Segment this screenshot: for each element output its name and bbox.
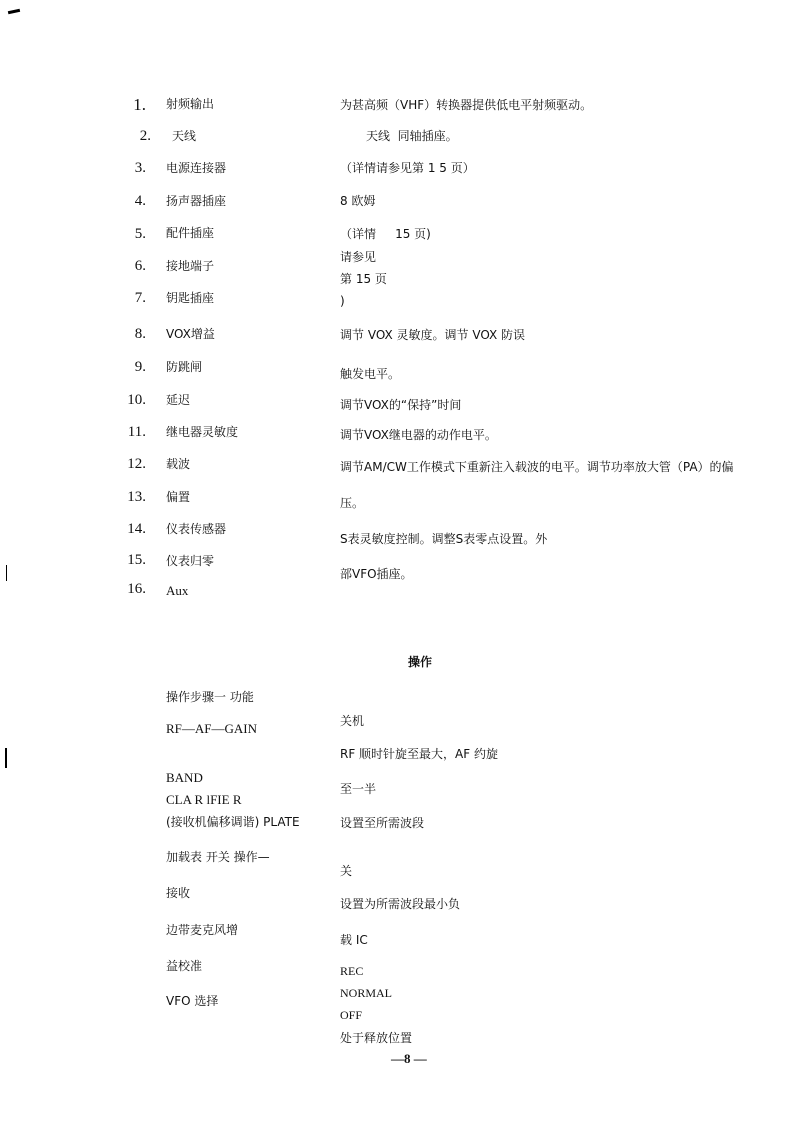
description-line: 天线 同轴插座。 — [366, 129, 458, 143]
item-number: 9. — [134, 359, 146, 375]
operation-left-line: 加载表 开关 操作— — [166, 850, 270, 864]
item-label: 继电器灵敏度 — [166, 425, 239, 439]
operation-right-line: REC — [340, 964, 364, 978]
operation-right-line: 设置为所需波段最小负 — [340, 897, 461, 911]
item-label: VOX增益 — [166, 327, 215, 341]
item-number: 8. — [134, 326, 146, 342]
operation-right-line: 处于释放位置 — [340, 1031, 413, 1045]
item-label: 防跳闸 — [166, 360, 203, 374]
description-line: ) — [340, 294, 345, 308]
description-line: 为甚高频（VHF）转换器提供低电平射频驱动。 — [340, 98, 593, 112]
item-label: 天线 — [172, 129, 197, 143]
item-label: 接地端子 — [166, 259, 215, 273]
item-number: 10. — [127, 392, 146, 408]
description-line: 请参见 — [340, 250, 377, 264]
operation-left-line: VFO 选择 — [166, 994, 219, 1008]
item-label: 载波 — [166, 457, 191, 471]
item-number: 13. — [127, 489, 146, 505]
operation-left-line: 益校准 — [166, 959, 203, 973]
item-label: Aux — [166, 583, 189, 598]
item-number: 11. — [127, 424, 146, 440]
operation-right-line: 载 IC — [340, 933, 368, 947]
section-heading: 操作 — [408, 655, 433, 669]
description-line: 压。 — [340, 496, 365, 510]
operation-right-line: 关 — [340, 864, 353, 878]
description-line: S表灵敏度控制。调整S表零点设置。外 — [340, 532, 548, 546]
item-number: 15. — [127, 552, 146, 568]
item-number: 4. — [134, 193, 146, 209]
description-line: 调节VOX的“保持”时间 — [340, 398, 462, 412]
operation-left-line: 边带麦克风增 — [166, 923, 239, 937]
item-label: 仪表归零 — [166, 554, 215, 568]
operation-left-line: (接收机偏移调谐) PLATE — [166, 815, 300, 829]
item-number: 14. — [127, 521, 146, 537]
description-line: 8 欧姆 — [340, 194, 376, 208]
description-line: 调节 VOX 灵敏度。调节 VOX 防误 — [340, 328, 526, 342]
item-number: 5. — [134, 226, 146, 242]
operation-left-line: BAND — [166, 770, 203, 785]
description-line: （详情 15 页) — [340, 227, 431, 241]
operation-right-line: NORMAL — [340, 986, 393, 1000]
description-line: 触发电平。 — [340, 367, 401, 381]
scan-mark-left-1 — [6, 565, 7, 581]
operation-right-line: 设置至所需波段 — [340, 816, 425, 830]
item-number: 6. — [134, 258, 146, 274]
item-label: 钥匙插座 — [166, 291, 215, 305]
operation-left-line: 接收 — [166, 886, 191, 900]
item-label: 射频输出 — [166, 97, 215, 111]
item-label: 偏置 — [166, 490, 191, 504]
operation-left-line: 操作步骤一 功能 — [166, 690, 254, 704]
scan-mark-left-2 — [5, 748, 7, 768]
operation-right-line: 关机 — [340, 714, 365, 728]
item-number: 2. — [139, 128, 151, 144]
description-line: （详情请参见第 1 5 页） — [340, 161, 475, 175]
item-number: 7. — [134, 290, 146, 306]
operation-right-line: 至一半 — [340, 782, 377, 796]
item-number: 1. — [133, 95, 146, 114]
item-label: 电源连接器 — [166, 161, 227, 175]
description-line: 第 15 页 — [340, 272, 387, 286]
operation-left-line: RF—AF—GAIN — [166, 721, 258, 736]
operation-right-line: RF 顺时针旋至最大，AF 约旋 — [340, 747, 498, 761]
item-label: 配件插座 — [166, 226, 215, 240]
scan-mark-corner — [8, 9, 20, 14]
item-label: 延迟 — [166, 393, 191, 407]
item-label: 仪表传感器 — [166, 522, 227, 536]
item-number: 3. — [134, 160, 146, 176]
page-number: —8 — — [391, 1051, 427, 1066]
description-line: 部VFO插座。 — [340, 567, 413, 581]
item-label: 扬声器插座 — [166, 194, 227, 208]
item-number: 16. — [127, 581, 146, 597]
operation-left-line: CLA R lFIE R — [166, 792, 242, 807]
description-line: 调节VOX继电器的动作电平。 — [340, 428, 497, 442]
operation-right-line: OFF — [340, 1008, 363, 1022]
item-number: 12. — [127, 456, 146, 472]
description-line: 调节AM/CW工作模式下重新注入载波的电平。调节功率放大管（PA）的偏 — [340, 460, 734, 474]
